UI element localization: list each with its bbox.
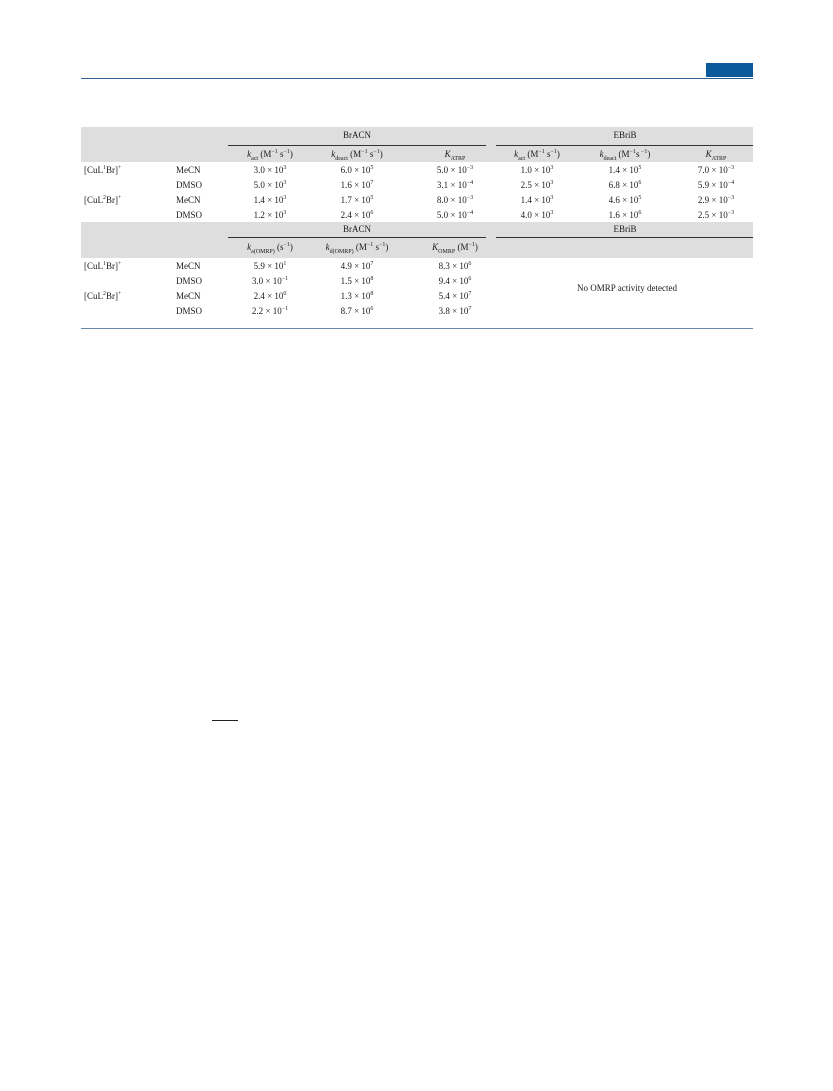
table-cell: $7.0 \times 10^{-3}$ [697, 165, 735, 175]
table-cell: $6.8 \times 10^6$ [608, 180, 642, 190]
solvent-label: DMSO [176, 180, 203, 190]
table-cell: $3.8 \times 10^7$ [438, 306, 472, 316]
column-header: $k_{act}$ ($M^{-1}$ $s^{-1}$) [514, 149, 560, 162]
solvent-label: MeCN [176, 195, 201, 205]
column-header: $k_{d(OMRP)}$ ($M^{-1}$ $s^{-1}$) [325, 242, 389, 255]
table-cell: $1.5 \times 10^8$ [340, 276, 374, 286]
table-cell: $3.1 \times 10^{-4}$ [436, 180, 474, 190]
complex-label: [CuL$^1$Br]+ [84, 261, 122, 271]
table-cell: $5.0 \times 10^3$ [253, 180, 287, 190]
table-cell: $3.0 \times 10^{-1}$ [251, 276, 289, 286]
group-header-ebrib: EBriB [613, 130, 637, 140]
table-cell: $2.4 \times 10^6$ [340, 210, 374, 220]
table-cell: $2.5 \times 10^3$ [520, 180, 554, 190]
group-rule-bracn [228, 145, 486, 146]
header-color-tab [706, 63, 753, 77]
table-cell: $1.4 \times 10^5$ [608, 165, 642, 175]
solvent-label: DMSO [176, 210, 203, 220]
group-header-bracn: BrACN [342, 130, 372, 140]
table-cell: $8.7 \times 10^6$ [340, 306, 374, 316]
group-header-bracn-2: BrACN [342, 224, 372, 234]
group-header-ebrib-2: EBriB [613, 224, 637, 234]
complex-label: [CuL$^1$Br]+ [84, 165, 122, 175]
header-rule [81, 78, 753, 79]
table-cell: $1.4 \times 10^3$ [253, 195, 287, 205]
group-rule-ebrib-2 [496, 237, 753, 238]
column-header: $K_{ATRP}$ [444, 149, 466, 162]
table-cell: $6.0 \times 10^5$ [340, 165, 374, 175]
group-rule-bracn-2 [228, 237, 486, 238]
table-cell: $1.6 \times 10^6$ [608, 210, 642, 220]
table-cell: $2.2 \times 10^{-1}$ [251, 306, 289, 316]
table-cell: $5.0 \times 10^{-4}$ [436, 210, 474, 220]
table-cell: $1.6 \times 10^7$ [340, 180, 374, 190]
table-cell: $8.0 \times 10^{-3}$ [436, 195, 474, 205]
table-cell: $4.6 \times 10^5$ [608, 195, 642, 205]
solvent-label: MeCN [176, 165, 201, 175]
solvent-label: MeCN [176, 261, 201, 271]
table-cell: $1.3 \times 10^8$ [340, 291, 374, 301]
table-cell: $2.4 \times 10^0$ [253, 291, 287, 301]
table-cell: $5.9 \times 10^{-4}$ [697, 180, 735, 190]
solvent-label: MeCN [176, 291, 201, 301]
table-cell: $3.0 \times 10^3$ [253, 165, 287, 175]
complex-label: [CuL$^2$Br]+ [84, 195, 122, 205]
table-cell: $5.9 \times 10^1$ [253, 261, 287, 271]
column-header: $k_{a(OMRP)}$ $(s^{-1})$ [247, 242, 293, 255]
table-cell: $4.9 \times 10^7$ [340, 261, 374, 271]
table-cell: $9.4 \times 10^6$ [438, 276, 472, 286]
column-header: $K_{ATRP}$ [705, 149, 727, 162]
table-cell: $1.7 \times 10^5$ [340, 195, 374, 205]
group-rule-ebrib [496, 145, 753, 146]
no-activity-note: No OMRP activity detected [577, 283, 677, 293]
column-header: $k_{act}$ ($M^{-1}$ $s^{-1}$) [247, 149, 293, 162]
table-cell: $5.0 \times 10^{-3}$ [436, 165, 474, 175]
table-bottom-rule [81, 328, 753, 329]
solvent-label: DMSO [176, 306, 203, 316]
table-cell: $1.4 \times 10^3$ [520, 195, 554, 205]
table-cell: $2.9 \times 10^{-3}$ [697, 195, 735, 205]
complex-label: [CuL$^2$Br]+ [84, 291, 122, 301]
column-header: $k_{deact}$ ($M^{-1}$ $s^{-1}$) [331, 149, 383, 162]
table-cell: $5.4 \times 10^7$ [438, 291, 472, 301]
table-cell: $8.3 \times 10^6$ [438, 261, 472, 271]
column-header: $k_{deact}$ ($M^{-1}s$ $^{-1}$) [599, 149, 651, 162]
table-cell: $4.0 \times 10^3$ [520, 210, 554, 220]
table-cell: $1.0 \times 10^3$ [520, 165, 554, 175]
table-cell: $2.5 \times 10^{-3}$ [697, 210, 735, 220]
short-rule [212, 720, 238, 721]
solvent-label: DMSO [176, 276, 203, 286]
column-header: $K_{OMRP}$ $(M^{-1})$ [432, 242, 478, 255]
table-header-band-2 [81, 222, 753, 258]
table-cell: $1.2 \times 10^3$ [253, 210, 287, 220]
